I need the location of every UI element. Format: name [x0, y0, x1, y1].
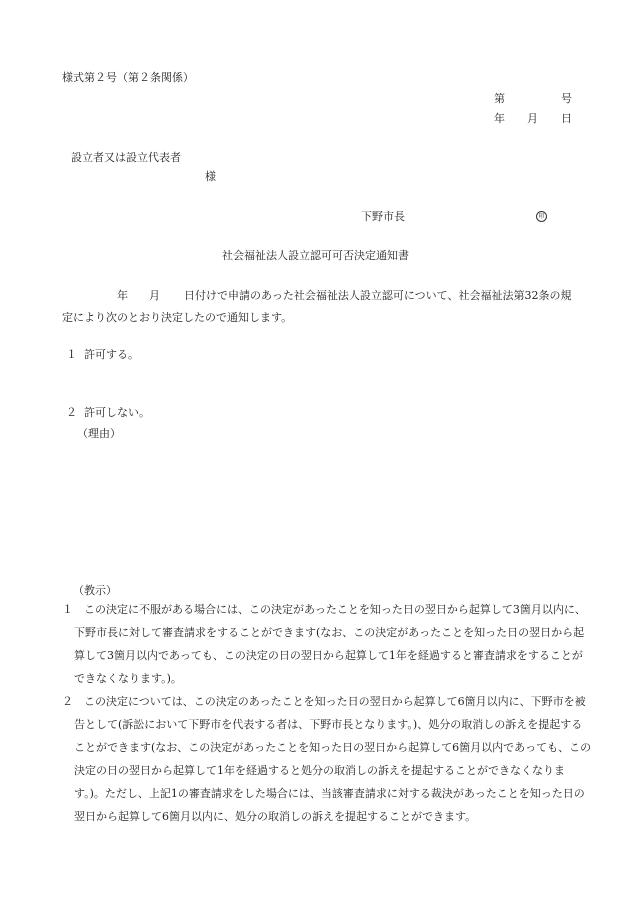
- option-number-1: １: [66, 348, 77, 361]
- document-title: 社会福祉法人設立認可可否決定通知書: [222, 249, 409, 262]
- body-text-line2: 定により次のとおり決定したので通知します。: [62, 311, 293, 324]
- notice-item-number: ２: [62, 695, 73, 708]
- notice-item-1: [62, 598, 592, 690]
- addressee-honorific: 様: [205, 170, 216, 183]
- doc-number-suffix: 号: [561, 92, 572, 105]
- notice-item-text: この決定については、この決定のあったことを知った日の翌日から起算して6箇月以内に、下野市を被告として(訴訟において下野市を代表する者は、下野市長となります。)、処分の取消しの訴えを提起することができます(なお、この決定があったことを知った日の翌日から起算して6箇月以内であっても、この決定の日の翌日から起算して1年を経過すると処分の取消しの訴えを提起することができなくなります。)。ただし、上記1の審査請求をした場合には、当該審査請求に対する裁決があったことを知った日の翌日から起算して6箇月以内に、処分の取消しの訴えを提起することができます。: [74, 695, 592, 823]
- addressee-title: 設立者又は設立代表者: [71, 151, 181, 164]
- notice-item-text: この決定に不服がある場合には、この決定があったことを知った日の翌日から起算して3箇月以内に、下野市長に対して審査請求をすることができます(なお、この決定があったことを知った日の翌日から起算して3箇月以内であっても、この決定の日の翌日から起算して1年を経過すると審査請求をすることができなくなります。)。: [74, 603, 586, 685]
- date-day: 日: [561, 112, 572, 125]
- body-month: 月: [149, 289, 160, 302]
- doc-number-prefix: 第: [494, 92, 505, 105]
- issuer-seal: [536, 208, 547, 222]
- option-text-1: 許可する。: [84, 348, 139, 361]
- date-month: 月: [527, 112, 538, 125]
- issuer-name: 下野市長: [361, 210, 405, 223]
- date-year: 年: [494, 112, 505, 125]
- notice-item-number: １: [62, 603, 73, 616]
- reason-label: （理由）: [77, 427, 121, 440]
- notice-item-2: [62, 690, 592, 828]
- form-label: 様式第２号（第２条関係）: [62, 71, 194, 84]
- body-text-line1: 日付けで申請のあった社会福祉法人設立認可について、社会福祉法第32条の規: [184, 289, 572, 302]
- seal-mark: 印: [536, 211, 547, 222]
- notice-label: （教示）: [73, 584, 117, 597]
- body-year: 年: [117, 289, 128, 302]
- option-text-2: 許可しない。: [84, 406, 150, 419]
- option-number-2: ２: [66, 406, 77, 419]
